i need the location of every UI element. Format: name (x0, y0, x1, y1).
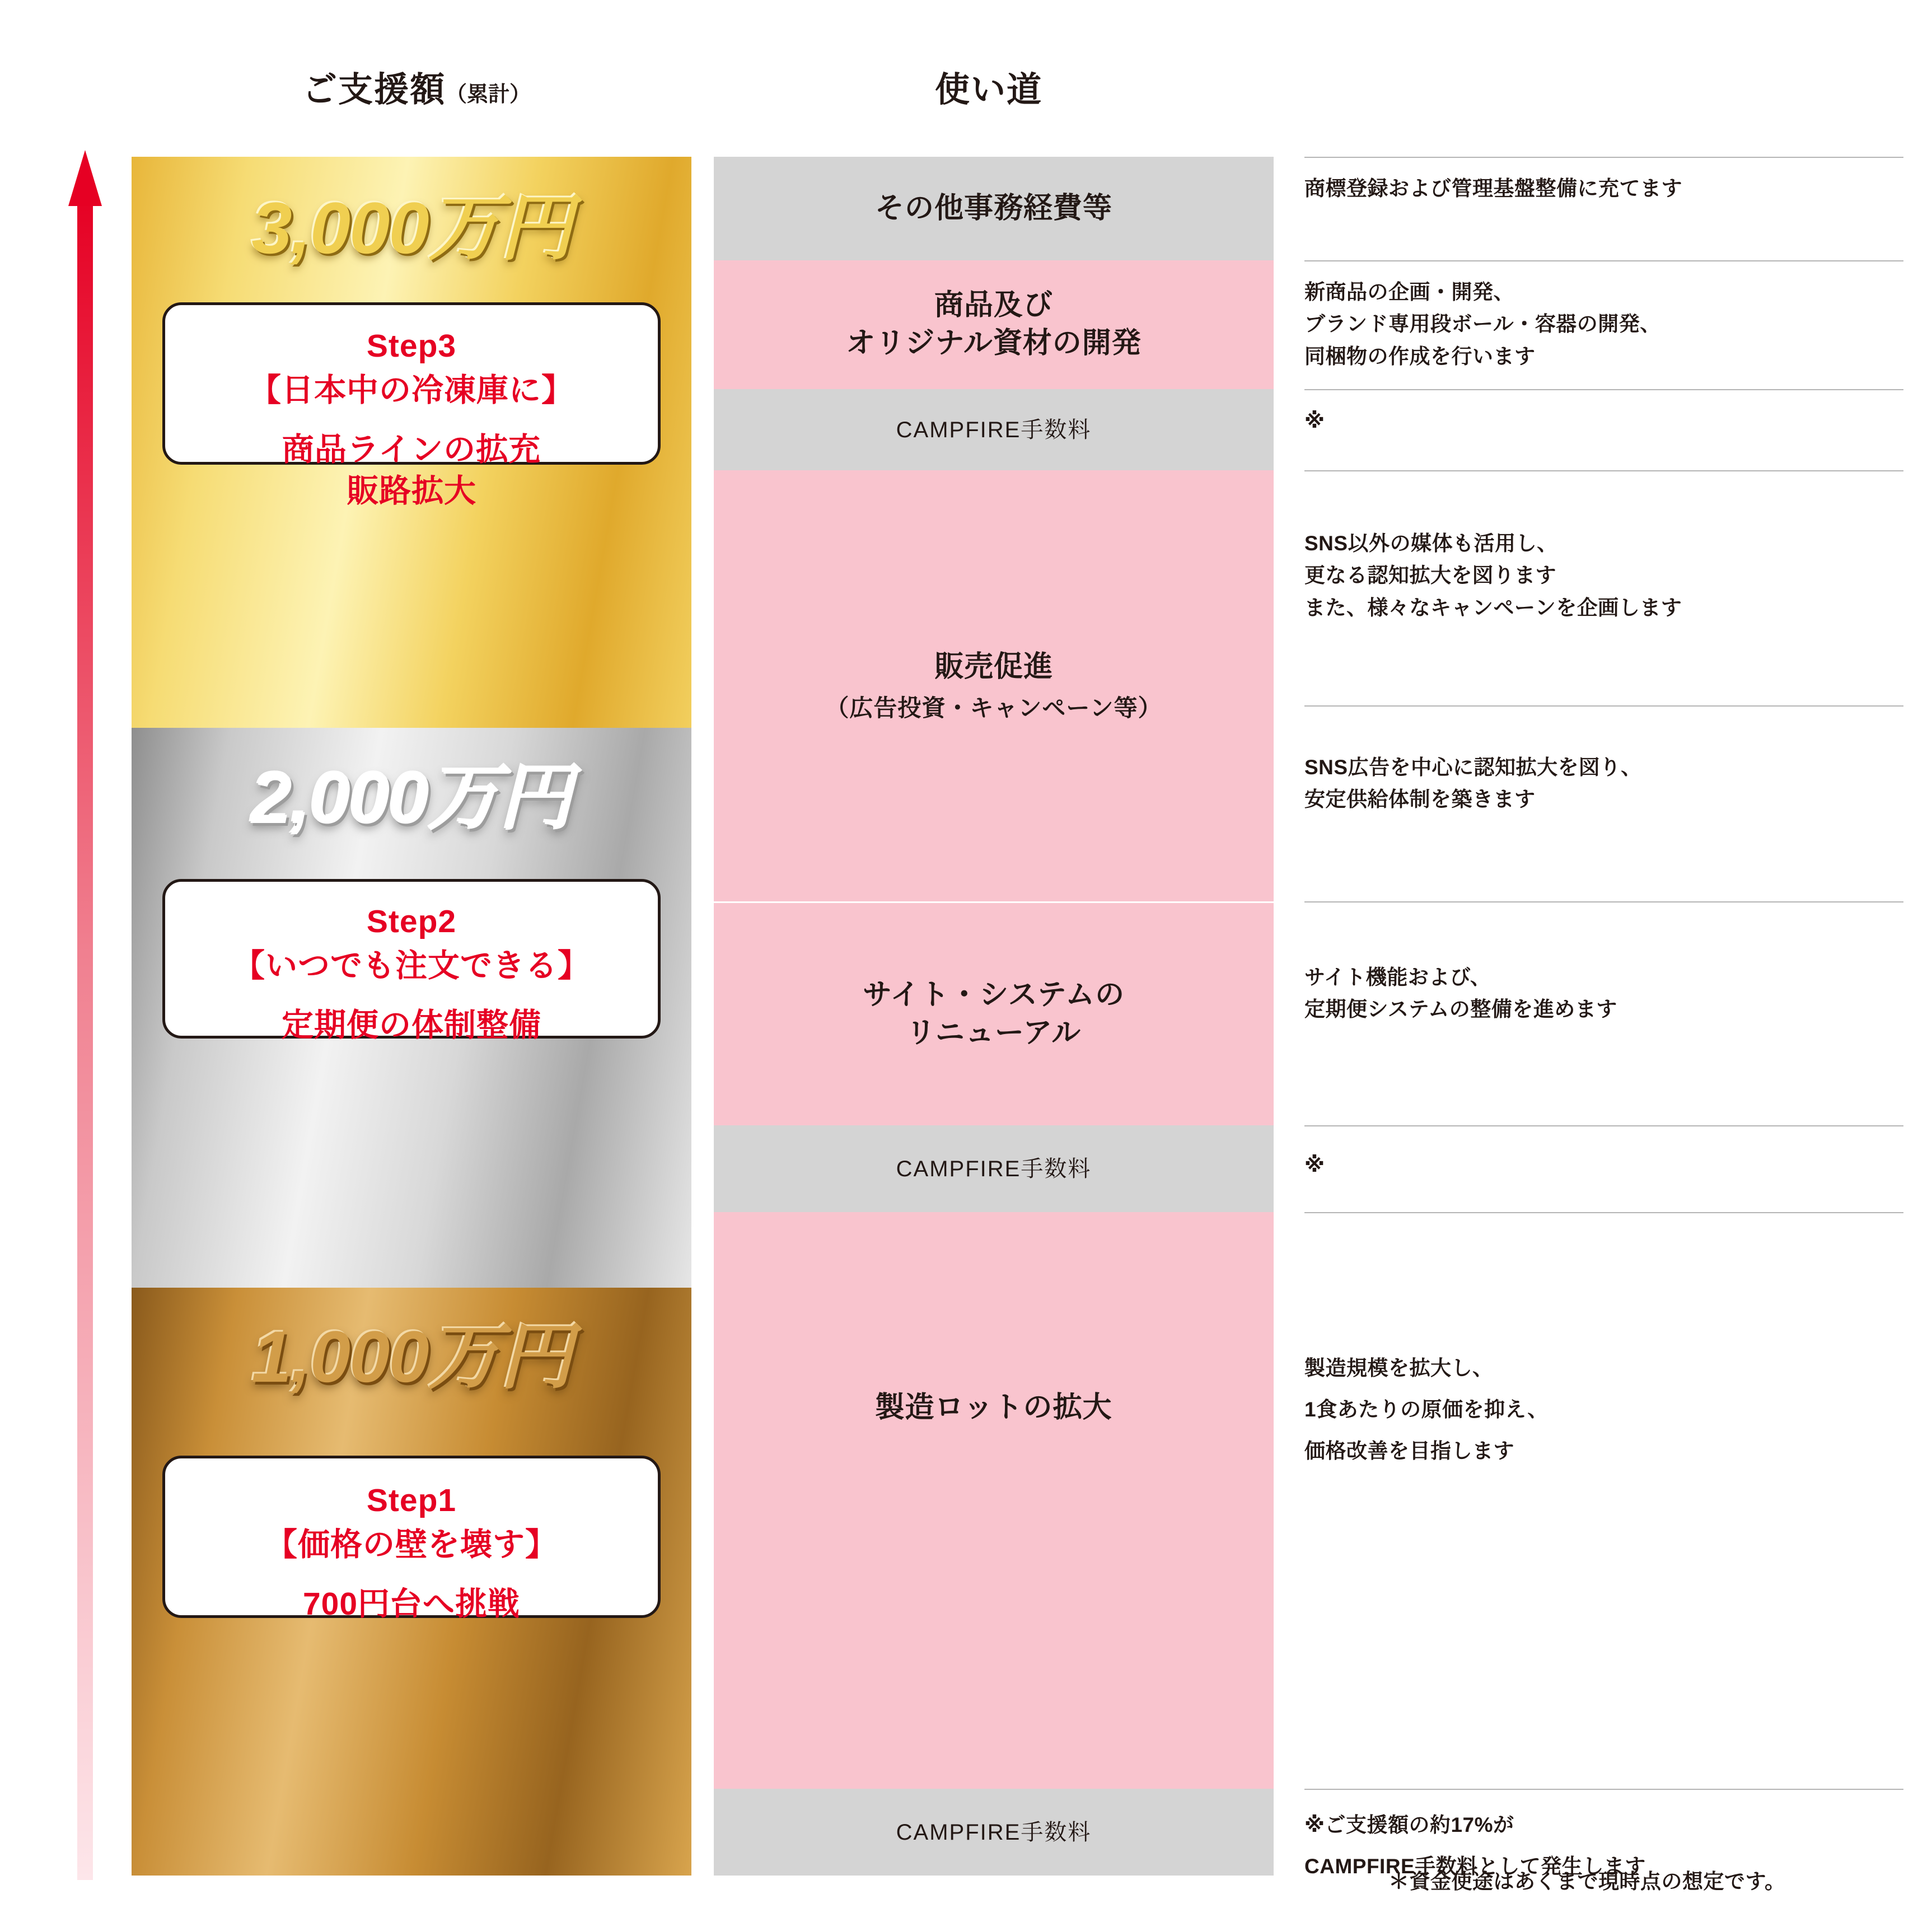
desc-line: ※ (1304, 409, 1325, 432)
step3-bracket: 【日本中の冷凍庫に】 (249, 372, 574, 408)
tier-1000 (132, 1288, 691, 1876)
desc-line: 定期便システムの整備を進めます (1304, 998, 1617, 1021)
desc-site-renewal (1304, 901, 1903, 1125)
usage-title-line1: サイト・システムの (862, 978, 1125, 1011)
tier-3000-amount: 3,000万円 (251, 187, 572, 269)
step3-detail-2: 販路拡大 (347, 473, 476, 509)
column-header-usage: 使い道 (935, 71, 1043, 109)
step3-card (162, 302, 661, 509)
desc-promotion-upper (1304, 470, 1903, 705)
usage-row-campfire-fee-1 (714, 1789, 1274, 1876)
usage-row-sales-promotion (714, 470, 1274, 901)
desc-fee-2 (1304, 1125, 1903, 1212)
desc-line: ※ご支援額の約17%が (1304, 1813, 1514, 1836)
usage-row-site-system-renewal (714, 901, 1274, 1125)
usage-title: 製造ロットの拡大 (875, 1391, 1112, 1424)
column-header-support-label: ご支援額 (302, 71, 446, 109)
usage-title: CAMPFIRE手数料 (896, 417, 1092, 442)
desc-line: 商標登録および管理基盤整備に充てます (1304, 177, 1682, 200)
desc-manufacturing (1304, 1212, 1903, 1789)
usage-row-product-and-material-development (714, 260, 1274, 389)
desc-line: 価格改善を目指します (1304, 1439, 1514, 1462)
desc-line: また、様々なキャンペーンを企画します (1304, 596, 1682, 619)
footnote: ＊資金使途はあくまで現時点の想定です。 (1388, 1870, 1786, 1893)
usage-row-campfire-fee-3 (714, 389, 1274, 470)
desc-line: サイト機能および、 (1304, 966, 1491, 989)
tier-1000-amount: 1,000万円 (251, 1316, 572, 1397)
column-header-support (302, 62, 531, 111)
desc-fee-3 (1304, 389, 1903, 470)
description-column (1304, 157, 1903, 1876)
desc-product-development (1304, 260, 1903, 389)
desc-line: CAMPFIRE手数料として発生します (1304, 1855, 1646, 1878)
usage-row-manufacturing-lot-expansion (714, 1212, 1274, 1789)
desc-fee-1 (1304, 1789, 1903, 1876)
usage-title: CAMPFIRE手数料 (896, 1820, 1092, 1845)
desc-line: SNS広告を中心に認知拡大を図り、 (1304, 756, 1642, 779)
step1-bracket: 【価格の壁を壊す】 (265, 1526, 558, 1563)
desc-line: ※ (1304, 1153, 1325, 1176)
usage-title-line1: 商品及び (934, 289, 1053, 322)
desc-line: 同梱物の作成を行います (1304, 344, 1536, 368)
usage-row-campfire-fee-2 (714, 1125, 1274, 1212)
desc-line: 更なる認知拡大を図ります (1304, 564, 1556, 587)
step2-detail-1: 定期便の体制整備 (282, 1007, 541, 1044)
desc-line: 新商品の企画・開発、 (1304, 280, 1514, 303)
usage-title-line2: リニューアル (906, 1016, 1082, 1049)
tier-3000 (132, 157, 691, 728)
support-tier-column (132, 157, 691, 1876)
usage-note: （広告投資・キャンペーン等） (825, 694, 1162, 721)
desc-other-admin (1304, 157, 1903, 260)
usage-row-other-admin-costs (714, 157, 1274, 260)
desc-line: SNS以外の媒体も活用し、 (1304, 532, 1558, 555)
desc-line: ブランド専用段ボール・容器の開発、 (1304, 312, 1661, 336)
usage-title: CAMPFIRE手数料 (896, 1156, 1092, 1181)
usage-title: その他事務経費等 (874, 191, 1112, 225)
tier-2000-amount: 2,000万円 (251, 757, 572, 839)
step1-label: Step1 (366, 1483, 457, 1518)
up-arrow-icon (68, 150, 102, 1880)
desc-line: 1食あたりの原価を抑え、 (1304, 1398, 1549, 1421)
step2-card (162, 879, 661, 1044)
desc-line: 安定供給体制を築きます (1304, 788, 1536, 811)
column-header-support-sublabel: （累計） (446, 83, 531, 106)
usage-title-line2: オリジナル資材の開発 (846, 327, 1142, 359)
usage-title: 販売促進 (934, 650, 1053, 683)
step3-detail-1: 商品ラインの拡充 (282, 432, 541, 468)
desc-promotion-lower (1304, 705, 1903, 901)
step3-label: Step3 (366, 328, 457, 364)
usage-column (714, 157, 1274, 1876)
step2-label: Step2 (366, 904, 457, 939)
step1-detail-1: 700円台へ挑戦 (302, 1586, 521, 1622)
desc-line: 製造規模を拡大し、 (1304, 1357, 1494, 1379)
step1-card (162, 1456, 661, 1622)
step2-bracket: 【いつでも注文できる】 (233, 947, 590, 984)
tier-2000 (132, 728, 691, 1288)
